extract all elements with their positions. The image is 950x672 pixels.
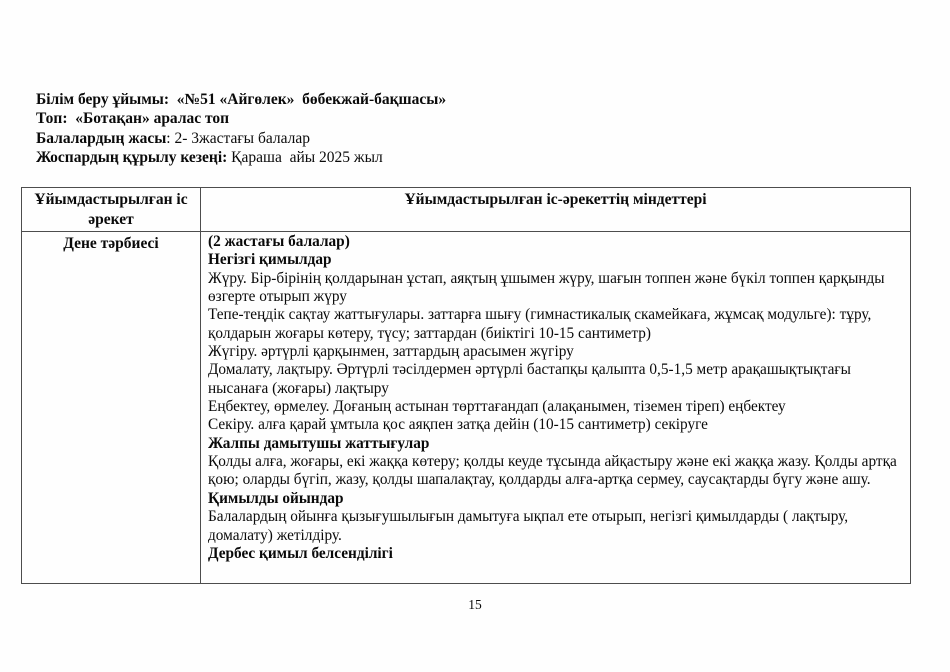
task-line: Қолды алға, жоғары, екі жаққа көтеру; қолды кеуде тұсында айқастыру және екі жаққа жазу. Қолды артқа қою; оларды бүгіп, жазу, қолды шапалақтау, қолдарды алға-артқа сермеу, саусақтарды бүгу және ашу.: [208, 453, 897, 489]
task-line: Еңбектеу, өрмелеу. Доғаның астынан төрттағандап (алақанымен, тіземен тіреп) еңбектеу: [208, 398, 786, 416]
header-line-label: Топ: «Ботақан» аралас топ: [36, 110, 230, 128]
table-header-row: [22, 188, 911, 232]
task-line: Домалату, лақтыру. Әртүрлі тәсілдермен әртүрлі бастапқы қалыпта 0,5-1,5 метр арақашықтықтағы нысанаға (жоғары) лақтыру: [208, 361, 851, 397]
header-line-value: : 2- 3жастағы балалар: [166, 129, 310, 147]
task-line: Балалардың ойынға қызығушылығын дамытуға ықпал ете отырып, негізгі қимылдарды ( лақтыру, домалату) жетілдіру.: [208, 508, 849, 544]
task-line: Негізгі қимылдар: [208, 251, 332, 269]
task-line: Жүгіру. әртүрлі қарқынмен, заттардың арасымен жүгіру: [208, 343, 574, 361]
task-line: Жүру. Бір-бірінің қолдарынан ұстап, аяқтың ұшымен жүру, шағын топпен және бүкіл топпен қарқынды өзгерте отырып жүру: [208, 269, 885, 306]
task-line: Дербес қимыл белсенділігі: [208, 544, 393, 562]
document-header: [36, 90, 916, 168]
column-header-tasks: Ұйымдастырылған іс-әрекеттің міндеттері: [201, 188, 911, 232]
header-line: [36, 129, 916, 148]
header-line-label: Білім беру ұйымы: «№51 «Айгөлек» бөбекжай-бақшасы»: [36, 91, 447, 108]
activity-cell: Дене тәрбиесі: [22, 232, 201, 584]
task-line: Тепе-теңдік сақтау жаттығулары. заттарға шығу (гимнастикалық скамейкаға, жұмсақ модульге): тұру, қолдарын жоғары көтеру, түсу; заттардан (биіктігі 10-15 сантиметр): [208, 306, 872, 342]
header-line-label: Жоспардың құрылу кезеңі:: [36, 149, 228, 167]
header-line-value: Қараша айы 2025 жыл: [227, 149, 383, 167]
header-line-label: Балалардың жасы: [36, 129, 167, 147]
task-line: Жалпы дамытушы жаттығулар: [208, 434, 430, 452]
header-line: [36, 148, 916, 167]
page-number: 15: [468, 597, 482, 612]
header-line: [36, 90, 916, 109]
column-header-activity: Ұйымдастырылған іс әрекет: [22, 188, 201, 232]
tasks-cell: [201, 232, 911, 584]
task-line: Қимылды ойындар: [208, 489, 344, 507]
table-row: [22, 232, 911, 584]
task-line: Секіру. алға қарай ұмтыла қос аяқпен затқа дейін (10-15 сантиметр) секіруге: [208, 416, 708, 434]
plan-table: [21, 187, 911, 584]
task-line: (2 жастағы балалар): [208, 233, 350, 250]
header-line: [36, 109, 916, 128]
